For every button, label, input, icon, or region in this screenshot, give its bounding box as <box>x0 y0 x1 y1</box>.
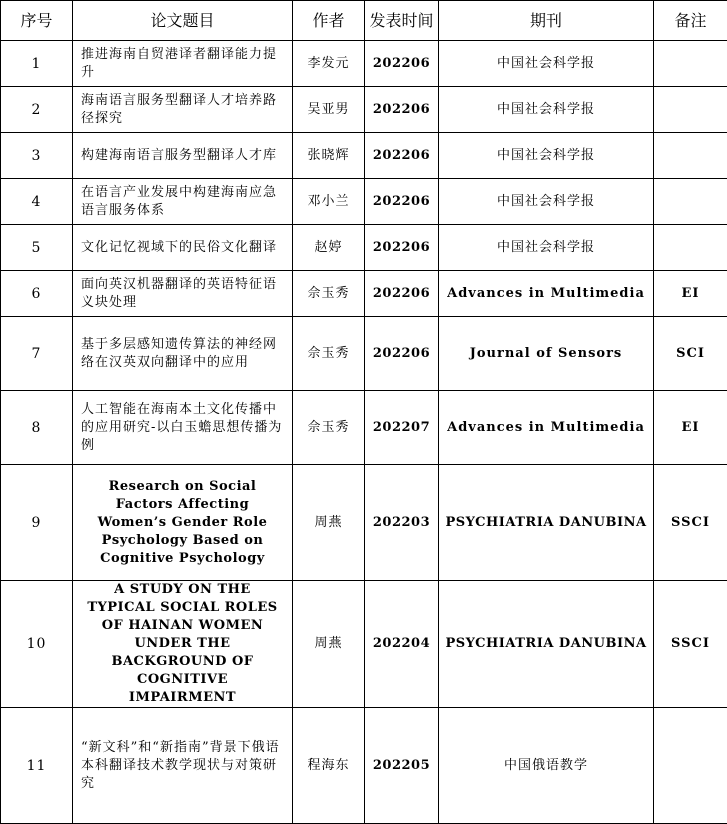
row-note <box>654 87 727 133</box>
table-row <box>1 465 727 581</box>
row-date: 202206 <box>365 41 439 87</box>
header-date: 发表时间 <box>365 1 439 41</box>
row-title: 海南语言服务型翻译人才培养路径探究 <box>73 87 293 133</box>
row-index: 2 <box>1 87 73 133</box>
row-journal: 中国社会科学报 <box>439 179 654 225</box>
row-title: A STUDY ON THE TYPICAL SOCIAL ROLES OF HAINAN WOMEN UNDER THE BACKGROUND OF COGNITIVE IMPAIRMENT <box>73 581 293 708</box>
row-note: SSCI <box>654 581 727 708</box>
row-author: 佘玉秀 <box>293 391 365 465</box>
row-index: 7 <box>1 317 73 391</box>
table-row <box>1 317 727 391</box>
row-date: 202207 <box>365 391 439 465</box>
row-note <box>654 41 727 87</box>
row-author: 李发元 <box>293 41 365 87</box>
row-author: 赵婷 <box>293 225 365 271</box>
row-journal: Advances in Multimedia <box>439 271 654 317</box>
table-row <box>1 133 727 179</box>
row-index: 9 <box>1 465 73 581</box>
row-title: “新文科”和“新指南”背景下俄语本科翻译技术教学现状与对策研究 <box>73 708 293 824</box>
row-author: 佘玉秀 <box>293 271 365 317</box>
row-date: 202206 <box>365 87 439 133</box>
row-author: 张晓辉 <box>293 133 365 179</box>
row-date: 202206 <box>365 133 439 179</box>
row-note <box>654 133 727 179</box>
row-author: 吴亚男 <box>293 87 365 133</box>
table-row <box>1 391 727 465</box>
row-title: 人工智能在海南本土文化传播中的应用研究-以白玉蟾思想传播为例 <box>73 391 293 465</box>
table-row <box>1 708 727 824</box>
header-author: 作者 <box>293 1 365 41</box>
row-index: 8 <box>1 391 73 465</box>
row-journal: 中国社会科学报 <box>439 87 654 133</box>
row-journal: 中国俄语教学 <box>439 708 654 824</box>
table-row <box>1 271 727 317</box>
row-author: 邓小兰 <box>293 179 365 225</box>
row-note: SCI <box>654 317 727 391</box>
row-date: 202206 <box>365 271 439 317</box>
row-title: 构建海南语言服务型翻译人才库 <box>73 133 293 179</box>
row-title: 面向英汉机器翻译的英语特征语义块处理 <box>73 271 293 317</box>
header-note: 备注 <box>654 1 727 41</box>
row-author: 程海东 <box>293 708 365 824</box>
table-row <box>1 179 727 225</box>
header-row <box>1 1 727 41</box>
row-date: 202203 <box>365 465 439 581</box>
row-title: 文化记忆视域下的民俗文化翻译 <box>73 225 293 271</box>
row-date: 202206 <box>365 179 439 225</box>
table-row <box>1 225 727 271</box>
header-index: 序号 <box>1 1 73 41</box>
row-journal: 中国社会科学报 <box>439 133 654 179</box>
row-journal: PSYCHIATRIA DANUBINA <box>439 465 654 581</box>
row-date: 202206 <box>365 225 439 271</box>
table-row <box>1 41 727 87</box>
row-title: 在语言产业发展中构建海南应急语言服务体系 <box>73 179 293 225</box>
row-index: 6 <box>1 271 73 317</box>
row-author: 周燕 <box>293 465 365 581</box>
row-journal: Journal of Sensors <box>439 317 654 391</box>
row-author: 佘玉秀 <box>293 317 365 391</box>
table-row <box>1 581 727 708</box>
header-journal: 期刊 <box>439 1 654 41</box>
row-journal: PSYCHIATRIA DANUBINA <box>439 581 654 708</box>
row-date: 202204 <box>365 581 439 708</box>
row-index: 1 <box>1 41 73 87</box>
row-note <box>654 225 727 271</box>
row-author: 周燕 <box>293 581 365 708</box>
row-date: 202205 <box>365 708 439 824</box>
row-title: Research on Social Factors Affecting Women’s Gender Role Psychology Based on Cognitive Psychology <box>73 465 293 581</box>
row-title: 基于多层感知遗传算法的神经网络在汉英双向翻译中的应用 <box>73 317 293 391</box>
row-note: EI <box>654 271 727 317</box>
row-journal: 中国社会科学报 <box>439 41 654 87</box>
row-note: EI <box>654 391 727 465</box>
row-journal: Advances in Multimedia <box>439 391 654 465</box>
row-index: 10 <box>1 581 73 708</box>
table-row <box>1 87 727 133</box>
row-index: 3 <box>1 133 73 179</box>
row-index: 5 <box>1 225 73 271</box>
row-note: SSCI <box>654 465 727 581</box>
row-note <box>654 179 727 225</box>
row-note <box>654 708 727 824</box>
row-date: 202206 <box>365 317 439 391</box>
row-index: 11 <box>1 708 73 824</box>
row-title: 推进海南自贸港译者翻译能力提升 <box>73 41 293 87</box>
row-index: 4 <box>1 179 73 225</box>
header-title: 论文题目 <box>73 1 293 41</box>
row-journal: 中国社会科学报 <box>439 225 654 271</box>
